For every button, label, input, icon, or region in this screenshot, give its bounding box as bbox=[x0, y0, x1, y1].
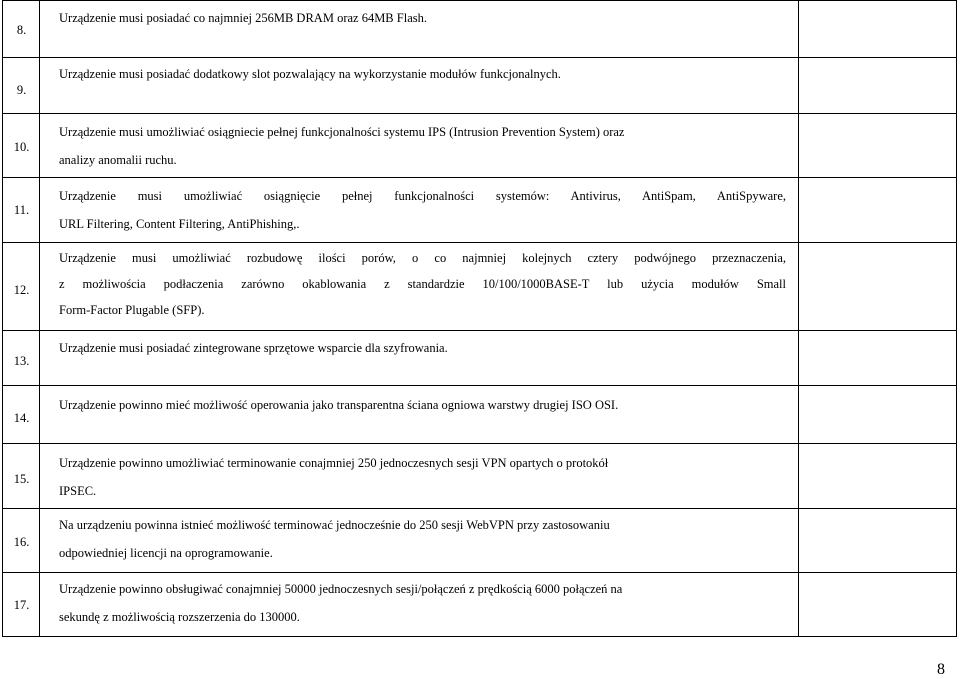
requirement-line: z możliwościa podłaczenia zarówno okablowania z standardzie 10/100/1000BASE-T lub użycia modułów Small bbox=[59, 277, 786, 291]
answer-cell bbox=[799, 573, 956, 636]
requirement-text bbox=[59, 118, 786, 174]
requirement-cell bbox=[40, 114, 799, 177]
table-row bbox=[2, 385, 957, 443]
requirement-line: Na urządzeniu powinna istnieć możliwość terminować jednocześnie do 250 sesji WebVPN przy zastosowaniu bbox=[59, 518, 610, 532]
row-number-cell bbox=[3, 509, 40, 572]
requirement-text bbox=[59, 449, 786, 505]
requirement-line: Urządzenie musi umożliwiać rozbudowę ilości porów, o co najmniej kolejnych cztery podwójnego przeznaczenia, bbox=[59, 251, 786, 265]
row-number-cell bbox=[3, 58, 40, 113]
requirement-cell bbox=[40, 178, 799, 242]
requirement-cell bbox=[40, 573, 799, 636]
requirement-text bbox=[59, 60, 786, 88]
answer-cell bbox=[799, 509, 956, 572]
requirement-line: Urządzenie powinno umożliwiać terminowanie conajmniej 250 jednoczesnych sesji VPN opartych o protokół bbox=[59, 456, 609, 470]
answer-cell bbox=[799, 1, 956, 57]
requirement-cell bbox=[40, 509, 799, 572]
answer-cell bbox=[799, 386, 956, 443]
table-row bbox=[2, 508, 957, 572]
requirement-line: IPSEC. bbox=[59, 484, 97, 498]
requirement-cell bbox=[40, 1, 799, 57]
answer-cell bbox=[799, 178, 956, 242]
row-number: 9. bbox=[16, 83, 27, 97]
requirement-text bbox=[59, 575, 786, 631]
requirement-text bbox=[59, 182, 786, 238]
requirement-text bbox=[59, 334, 786, 362]
row-number: 8. bbox=[16, 23, 27, 37]
row-number: 12. bbox=[13, 283, 30, 297]
row-number: 13. bbox=[13, 354, 30, 368]
table-row bbox=[2, 0, 957, 57]
answer-cell bbox=[799, 58, 956, 113]
answer-cell bbox=[799, 444, 956, 508]
requirement-line: Urządzenie musi umożliwiać osiągnięcie pełnej funkcjonalności systemów: Antivirus, AntiSpam, AntiSpyware, bbox=[59, 189, 786, 203]
table-row bbox=[2, 443, 957, 508]
requirement-cell bbox=[40, 386, 799, 443]
table-row bbox=[2, 177, 957, 242]
row-number: 16. bbox=[13, 535, 30, 549]
row-number-cell bbox=[3, 573, 40, 636]
answer-cell bbox=[799, 243, 956, 330]
table-row bbox=[2, 113, 957, 177]
requirement-line: analizy anomalii ruchu. bbox=[59, 153, 177, 167]
row-number-cell bbox=[3, 331, 40, 385]
requirement-text bbox=[59, 245, 786, 323]
answer-cell bbox=[799, 331, 956, 385]
requirement-text bbox=[59, 391, 786, 419]
row-number-cell bbox=[3, 444, 40, 508]
table-row bbox=[2, 242, 957, 330]
row-number: 14. bbox=[13, 411, 30, 425]
requirement-cell bbox=[40, 58, 799, 113]
requirement-line: Urządzenie musi posiadać dodatkowy slot pozwalający na wykorzystanie modułów funkcjonalnych. bbox=[59, 67, 561, 81]
row-number-cell bbox=[3, 1, 40, 57]
requirement-line: Form-Factor Plugable (SFP). bbox=[59, 303, 205, 317]
requirement-cell bbox=[40, 243, 799, 330]
requirement-line: Urządzenie musi umożliwiać osiągniecie pełnej funkcjonalności systemu IPS (Intrusion Prevention System) oraz bbox=[59, 125, 625, 139]
requirement-cell bbox=[40, 331, 799, 385]
requirement-line: odpowiedniej licencji na oprogramowanie. bbox=[59, 546, 273, 560]
table-row bbox=[2, 57, 957, 113]
requirement-line: Urządzenie musi posiadać co najmniej 256MB DRAM oraz 64MB Flash. bbox=[59, 11, 427, 25]
row-number-cell bbox=[3, 114, 40, 177]
row-number-cell bbox=[3, 243, 40, 330]
row-number-cell bbox=[3, 178, 40, 242]
row-number: 15. bbox=[13, 472, 30, 486]
row-number-cell bbox=[3, 386, 40, 443]
requirement-line: URL Filtering, Content Filtering, AntiPhishing,. bbox=[59, 217, 300, 231]
row-number: 10. bbox=[13, 140, 30, 154]
requirement-line: Urządzenie powinno obsługiwać conajmniej 50000 jednoczesnych sesji/połączeń z prędkością 6000 połączeń na bbox=[59, 582, 623, 596]
requirement-cell bbox=[40, 444, 799, 508]
requirement-text bbox=[59, 511, 786, 567]
requirement-line: sekundę z możliwością rozszerzenia do 130000. bbox=[59, 610, 300, 624]
requirement-line: Urządzenie musi posiadać zintegrowane sprzętowe wsparcie dla szyfrowania. bbox=[59, 341, 448, 355]
page-number: 8 bbox=[937, 661, 945, 678]
row-number: 17. bbox=[13, 598, 30, 612]
requirement-text bbox=[59, 4, 786, 32]
table-row bbox=[2, 330, 957, 385]
answer-cell bbox=[799, 114, 956, 177]
requirement-line: Urządzenie powinno mieć możliwość operowania jako transparentna ściana ogniowa warstwy drugiej ISO OSI. bbox=[59, 398, 619, 412]
row-number: 11. bbox=[13, 203, 30, 217]
table-row bbox=[2, 572, 957, 637]
